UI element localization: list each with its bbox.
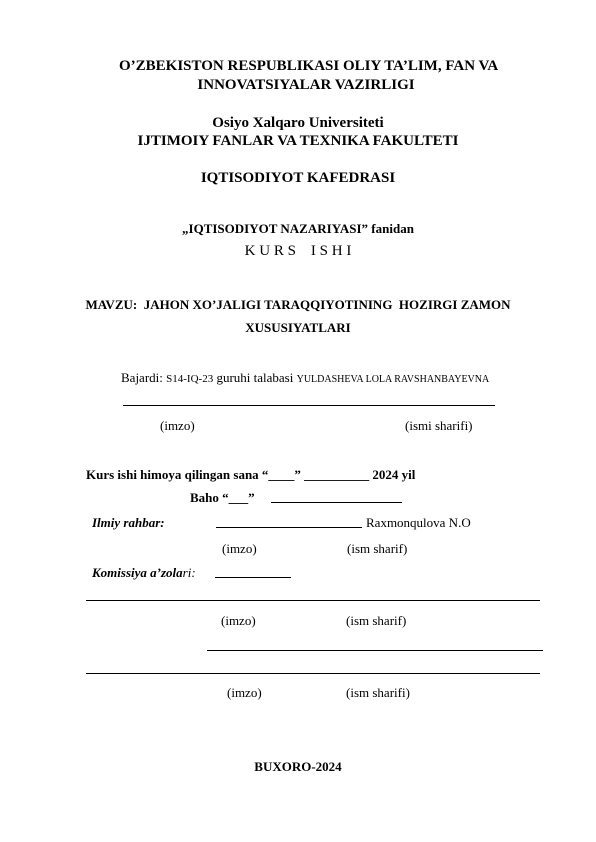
commission-line-2 bbox=[207, 650, 543, 651]
commission-label-main: Komissiya a’zola bbox=[92, 565, 183, 580]
commission-short-line bbox=[215, 577, 291, 578]
commission-ism-2: (ism sharifi) bbox=[346, 685, 410, 700]
supervisor-signature-line bbox=[216, 527, 362, 528]
document-type: K U R S I S H I bbox=[244, 243, 352, 259]
supervisor-ism: (ism sharif) bbox=[347, 541, 408, 556]
topic-line-2: XUSUSIYATLARI bbox=[245, 320, 351, 335]
grade-line bbox=[190, 490, 255, 506]
commission-line-3 bbox=[86, 673, 540, 674]
commission-label-end: ri: bbox=[182, 565, 196, 580]
performer-name: YULDASHEVA LOLA RAVSHANBAYEVNA bbox=[296, 374, 490, 385]
ministry-line-2: INNOVATSIYALAR VAZIRLIGI bbox=[197, 77, 415, 93]
department-name: IQTISODIYOT KAFEDRASI bbox=[200, 170, 396, 186]
performer-label: Bajardi: bbox=[121, 370, 163, 385]
performer-middle: guruhi talabasi bbox=[216, 370, 294, 385]
faculty-name: IJTIMOIY FANLAR VA TEXNIKA FAKULTETI bbox=[137, 133, 459, 149]
commission-line-1 bbox=[86, 600, 540, 601]
commission-imzo-1: (imzo) bbox=[221, 613, 256, 628]
subject-name: „IQTISODIYOT NAZARIYASI” fanidan bbox=[182, 221, 414, 236]
grade-label: Baho “___” bbox=[190, 490, 255, 505]
ministry-line-1: O’ZBEKISTON RESPUBLIKASI OLIY TA’LIM, FAN VA bbox=[119, 58, 499, 74]
university-name: Osiyo Xalqaro Universiteti bbox=[212, 115, 384, 131]
performer-imzo: (imzo) bbox=[160, 418, 195, 433]
city-year: BUXORO-2024 bbox=[254, 759, 342, 774]
supervisor-imzo: (imzo) bbox=[222, 541, 257, 556]
commission-ism-1: (ism sharif) bbox=[346, 613, 407, 628]
performer-ismi: (ismi sharifi) bbox=[405, 418, 473, 433]
commission-imzo-2: (imzo) bbox=[227, 685, 262, 700]
grade-underline bbox=[271, 502, 402, 503]
supervisor-name: Raxmonqulova N.O bbox=[366, 515, 471, 530]
defense-date: Kurs ishi himoya qilingan sana “____” __________ 2024 yil bbox=[86, 467, 416, 482]
performer-signature-line bbox=[123, 405, 495, 406]
commission-label bbox=[92, 565, 196, 581]
topic-line-1: MAVZU: JAHON XO’JALIGI TARAQQIYOTINING HOZIRGI ZAMON bbox=[85, 297, 511, 312]
supervisor-label: Ilmiy rahbar: bbox=[92, 515, 165, 530]
performer-line bbox=[121, 370, 489, 386]
performer-group: S14-IQ-23 bbox=[166, 373, 214, 385]
